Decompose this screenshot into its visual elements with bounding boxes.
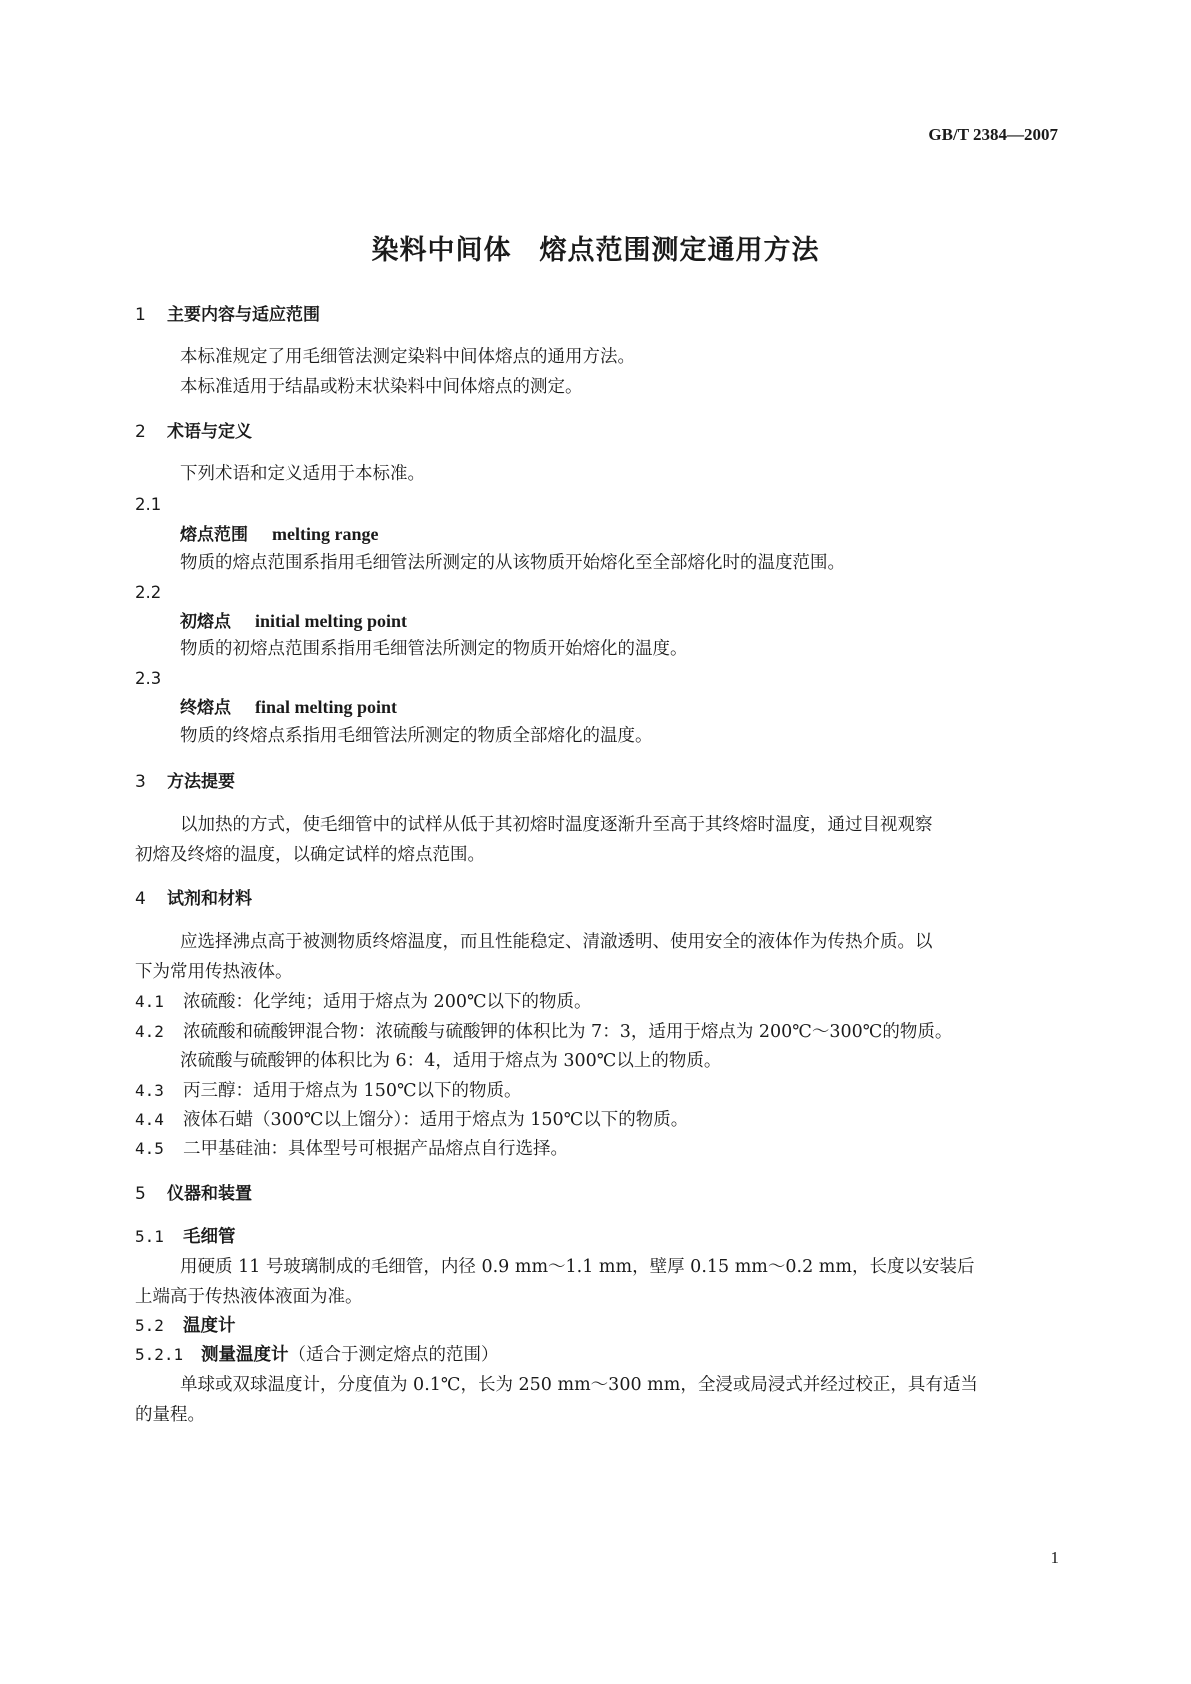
subsection-title: 温度计	[183, 1316, 236, 1336]
term-initial-melting-point	[180, 610, 407, 633]
list-item	[135, 991, 592, 1013]
paragraph: 下为常用传热液体。	[135, 962, 293, 982]
clause-number: 2.1	[135, 495, 162, 514]
paragraph: 以加热的方式，使毛细管中的试样从低于其初熔时温度逐渐升至高于其终熔时温度，通过目视观察	[180, 815, 933, 835]
section-number: 5	[135, 1184, 146, 1204]
paragraph: 本标准规定了用毛细管法测定染料中间体熔点的通用方法。	[180, 347, 635, 367]
term-cn: 终熔点	[180, 698, 231, 718]
item-number: 4.1	[135, 992, 164, 1011]
subsection-title: 毛细管	[183, 1227, 236, 1247]
term-definition: 物质的终熔点系指用毛细管法所测定的物质全部熔化的温度。	[180, 726, 653, 746]
term-definition: 物质的熔点范围系指用毛细管法所测定的从该物质开始熔化至全部熔化时的温度范围。	[180, 553, 845, 573]
item-number: 4.3	[135, 1081, 164, 1100]
standard-code: GB/T 2384—2007	[928, 125, 1058, 144]
section-5-heading	[135, 1183, 252, 1205]
section-number: 2	[135, 422, 146, 442]
page-number: 1	[1050, 1548, 1059, 1567]
subsection-5-2-1-heading	[135, 1344, 499, 1366]
section-1-heading	[135, 304, 320, 326]
section-2-heading	[135, 421, 252, 443]
item-text: 二甲基硅油：具体型号可根据产品熔点自行选择。	[183, 1139, 568, 1159]
section-title: 试剂和材料	[167, 889, 252, 909]
paragraph: 的量程。	[135, 1405, 205, 1425]
paragraph: 应选择沸点高于被测物质终熔温度，而且性能稳定、清澈透明、使用安全的液体作为传热介质。以	[180, 932, 933, 952]
list-item-continued: 浓硫酸与硫酸钾的体积比为 6：4，适用于熔点为 300℃以上的物质。	[180, 1051, 722, 1071]
section-title: 仪器和装置	[167, 1184, 252, 1204]
list-item	[135, 1109, 688, 1131]
paragraph: 下列术语和定义适用于本标准。	[180, 464, 425, 484]
paragraph: 本标准适用于结晶或粉末状染料中间体熔点的测定。	[180, 377, 583, 397]
section-title: 方法提要	[167, 772, 235, 792]
section-number: 3	[135, 772, 146, 792]
item-number: 4.2	[135, 1022, 164, 1041]
item-text: 浓硫酸：化学纯；适用于熔点为 200℃以下的物质。	[183, 992, 592, 1012]
document-title: 染料中间体 熔点范围测定通用方法	[371, 235, 820, 266]
term-final-melting-point	[180, 696, 397, 719]
subsection-5-2-heading	[135, 1315, 236, 1337]
section-3-heading	[135, 771, 235, 793]
list-item	[135, 1138, 568, 1160]
section-number: 1	[135, 305, 146, 325]
paragraph: 初熔及终熔的温度，以确定试样的熔点范围。	[135, 845, 485, 865]
subsection-title-suffix: （适合于测定熔点的范围）	[288, 1345, 499, 1365]
term-melting-range	[180, 523, 378, 546]
paragraph: 单球或双球温度计，分度值为 0.1℃，长为 250 mm～300 mm，全浸或局浸式并经过校正，具有适当	[180, 1375, 978, 1395]
clause-number: 2.2	[135, 583, 162, 602]
section-title: 术语与定义	[167, 422, 252, 442]
item-text: 液体石蜡（300℃以上馏分）：适用于熔点为 150℃以下的物质。	[183, 1110, 689, 1130]
section-number: 4	[135, 889, 146, 909]
item-number: 5.2.1	[135, 1345, 184, 1364]
item-number: 4.4	[135, 1110, 164, 1129]
subsection-5-1-heading	[135, 1226, 236, 1248]
list-item	[135, 1080, 522, 1102]
item-number: 5.1	[135, 1227, 164, 1246]
term-cn: 熔点范围	[180, 525, 248, 545]
item-text: 丙三醇：适用于熔点为 150℃以下的物质。	[183, 1081, 522, 1101]
subsection-title: 测量温度计	[201, 1345, 289, 1365]
list-item	[135, 1021, 952, 1043]
paragraph: 用硬质 11 号玻璃制成的毛细管，内径 0.9 mm～1.1 mm，壁厚 0.15 mm～0.2 mm，长度以安装后	[180, 1257, 975, 1277]
item-number: 4.5	[135, 1139, 164, 1158]
paragraph: 上端高于传热液体液面为准。	[135, 1287, 363, 1307]
item-number: 5.2	[135, 1316, 164, 1335]
item-text: 浓硫酸和硫酸钾混合物：浓硫酸与硫酸钾的体积比为 7：3，适用于熔点为 200℃～300℃的物质。	[183, 1022, 953, 1042]
section-title: 主要内容与适应范围	[167, 305, 320, 325]
term-en: initial melting point	[255, 611, 408, 631]
section-4-heading	[135, 888, 252, 910]
term-en: final melting point	[255, 697, 398, 717]
clause-number: 2.3	[135, 669, 162, 688]
term-definition: 物质的初熔点范围系指用毛细管法所测定的物质开始熔化的温度。	[180, 639, 688, 659]
term-cn: 初熔点	[180, 612, 231, 632]
term-en: melting range	[272, 524, 379, 544]
